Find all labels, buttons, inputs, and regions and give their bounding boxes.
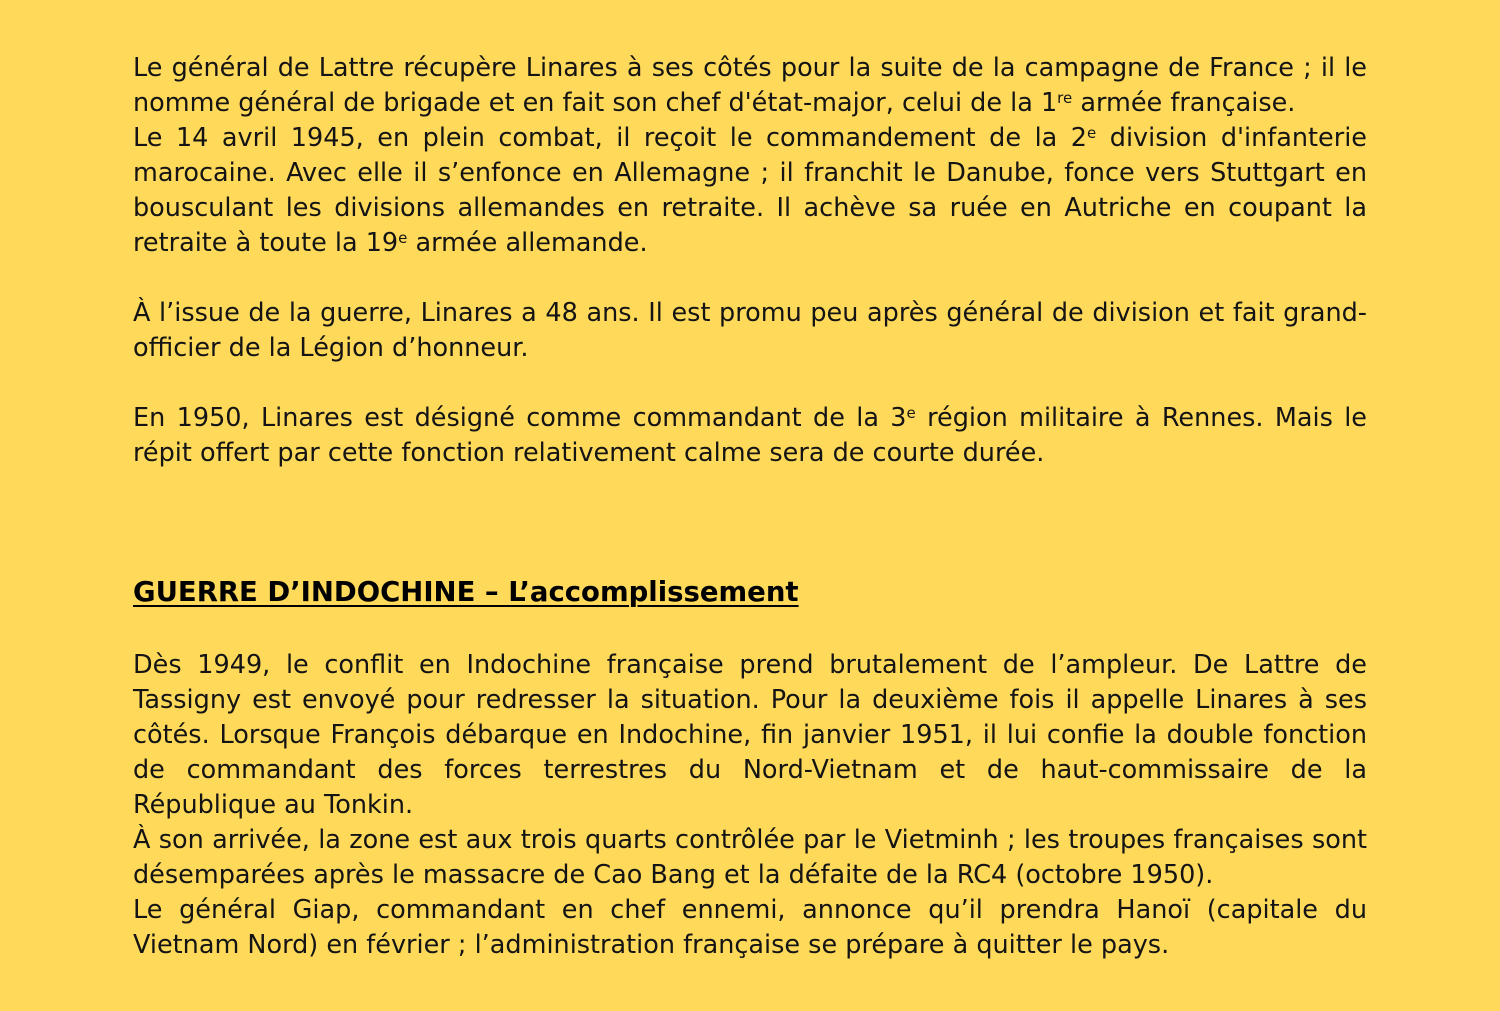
paragraph-text: Le 14 avril 1945, en plein combat, il reçoit le commandement de la 2 [133,123,1088,153]
paragraph-text: région militaire à Rennes. Mais le répit offert par cette fonction relativement calme sera de courte durée. [133,403,1367,468]
paragraph-arrivee: À son arrivée, la zone est aux trois quarts contrôlée par le Vietminh ; les troupes françaises sont désemparées après le massacre de Cao Bang et la défaite de la RC4 (octobre 1950). [133,825,1367,890]
superscript: e [1087,123,1097,142]
paragraph-text: armée allemande. [407,228,648,258]
paragraph-rennes [133,401,1367,471]
superscript: e [398,228,408,247]
superscript: e [906,403,916,422]
paragraph-giap: Le général Giap, commandant en chef ennemi, annonce qu’il prendra Hanoï (capitale du Vietnam Nord) en février ; l’administration française se prépare à quitter le pays. [133,895,1367,960]
paragraph-campagne-de-france [133,51,1367,121]
paragraph-text: Le général de Lattre récupère Linares à ses côtés pour la suite de la campagne de France ; il le nomme général de brigade et en fait son chef d'état-major, celui de la 1 [133,53,1367,118]
document-body [133,51,1367,963]
paragraph-text: division d'infanterie marocaine. Avec elle il s’enfonce en Allemagne ; il franchit le Danube, fonce vers Stuttgart en bousculant les divisions allemandes en retraite. Il achève sa ruée en Autriche en coupant la retraite à toute la 19 [133,123,1367,258]
paragraph-fin-de-guerre: À l’issue de la guerre, Linares a 48 ans. Il est promu peu après général de division et fait grand-officier de la Légion d’honneur. [133,298,1367,363]
paragraph-division-marocaine [133,121,1367,261]
paragraph-text: En 1950, Linares est désigné comme commandant de la 3 [133,403,907,433]
section-heading-indochine: GUERRE D’INDOCHINE – L’accomplissement [133,576,799,608]
superscript: re [1057,88,1073,107]
paragraph-conflit-indochine: Dès 1949, le conflit en Indochine française prend brutalement de l’ampleur. De Lattre de Tassigny est envoyé pour redresser la situation. Pour la deuxième fois il appelle Linares à ses côtés. Lorsque François débarque en Indochine, fin janvier 1951, il lui confie la double fonction de commandant des forces terrestres du Nord-Vietnam et de haut-commissaire de la République au Tonkin. [133,650,1367,820]
paragraph-text: armée française. [1072,88,1296,118]
